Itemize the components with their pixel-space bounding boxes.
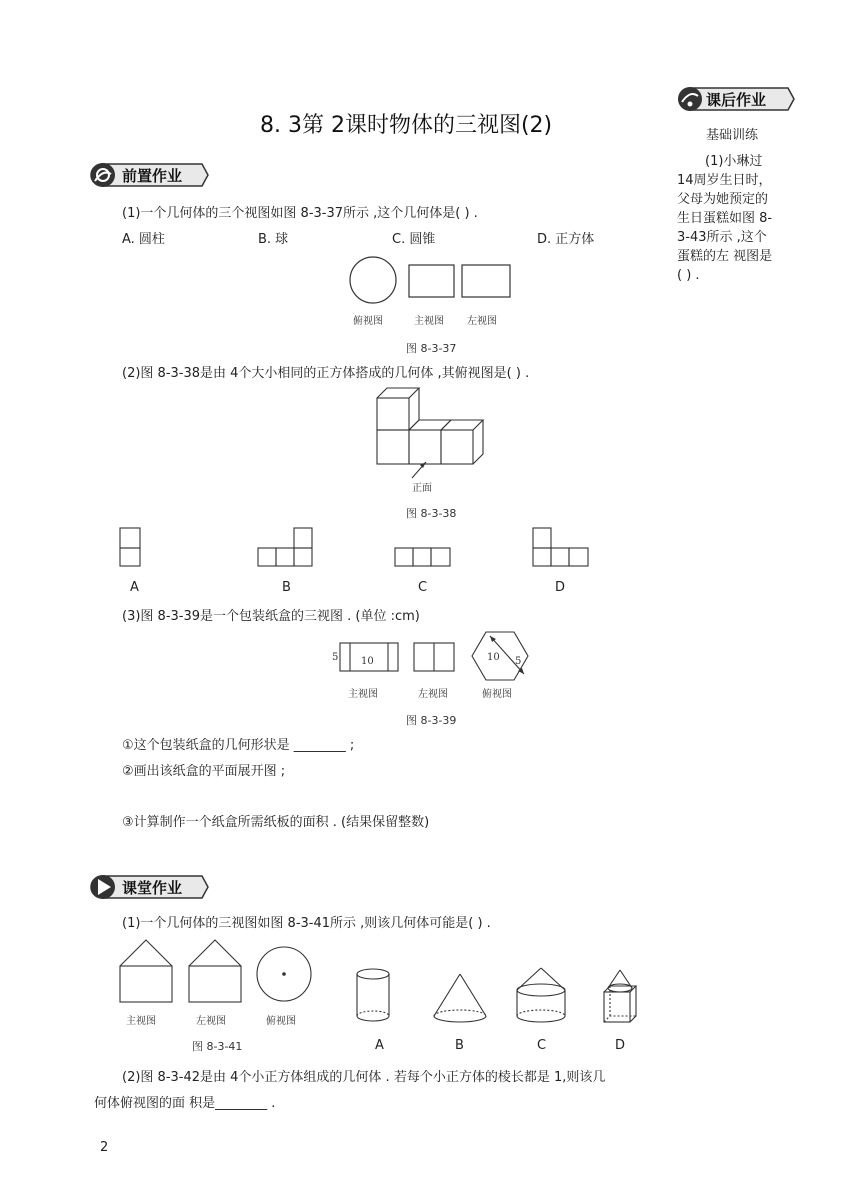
option-d-shape bbox=[533, 528, 588, 566]
q2-option-shapes bbox=[110, 524, 600, 570]
q2-option-b[interactable]: B bbox=[282, 580, 291, 595]
q2-option-c[interactable]: C bbox=[418, 580, 428, 595]
pre-homework-badge-label: 前置作业 bbox=[122, 167, 183, 185]
side-heading: 基础训练 bbox=[706, 128, 759, 143]
option-d-cone-cube bbox=[604, 970, 636, 1022]
fig39-label-front: 主视图 bbox=[348, 689, 378, 700]
fig39-caption: 图 8-3-39 bbox=[406, 714, 457, 727]
fig41-left-view bbox=[189, 940, 241, 1002]
front-view-rect bbox=[409, 265, 454, 297]
fig38-caption: 图 8-3-38 bbox=[406, 507, 457, 520]
fig39-dim-10-front: 10 bbox=[361, 656, 374, 667]
option-b-shape bbox=[258, 528, 312, 566]
fig37-label-front: 主视图 bbox=[414, 316, 444, 327]
after-class-badge-label: 课后作业 bbox=[706, 91, 767, 109]
pre-question-1: (1)一个几何体的三个视图如图 8-3-37所示 ,这个几何体是( ) . bbox=[122, 206, 478, 221]
figure-8-3-37 bbox=[340, 254, 520, 314]
option-c-cone-cylinder bbox=[517, 968, 565, 1022]
figure-8-3-39 bbox=[326, 630, 536, 680]
class-question-2-line2: 何体俯视图的面 积是________ . bbox=[94, 1096, 276, 1111]
fig39-label-top: 俯视图 bbox=[482, 689, 512, 700]
q2-option-a[interactable]: A bbox=[130, 580, 139, 595]
q3-part-3: ③计算制作一个纸盒所需纸板的面积 . (结果保留整数) bbox=[122, 815, 430, 830]
fig37-caption: 图 8-3-37 bbox=[406, 342, 457, 355]
fig38-front-label: 正面 bbox=[412, 483, 432, 494]
q3-part-2: ②画出该纸盒的平面展开图 ; bbox=[122, 764, 286, 779]
option-b-cone bbox=[434, 974, 486, 1022]
fig41-label-top: 俯视图 bbox=[266, 1016, 296, 1027]
side-question: (1)小琳过 14周岁生日时，父母为她预定的生日蛋糕如图 8-3-43所示 ,这个蛋糕的左 视图是( ) . bbox=[677, 154, 773, 283]
fig41-caption: 图 8-3-41 bbox=[192, 1040, 243, 1053]
option-c[interactable]: C. 圆锥 bbox=[392, 232, 436, 247]
figure-8-3-41 bbox=[112, 934, 322, 1006]
class-question-2-line1: (2)图 8-3-42是由 4个小正方体组成的几何体 . 若每个小正方体的棱长都是 1,则该几 bbox=[122, 1070, 606, 1085]
fig39-label-left: 左视图 bbox=[418, 689, 448, 700]
fig41-label-left: 左视图 bbox=[196, 1016, 226, 1027]
page-number: 2 bbox=[100, 1140, 109, 1155]
figure-8-3-38 bbox=[370, 386, 490, 478]
fig41-front-view bbox=[120, 940, 172, 1002]
option-d[interactable]: D. 正方体 bbox=[537, 232, 595, 247]
after-class-badge bbox=[676, 84, 796, 114]
pre-homework-badge bbox=[88, 160, 210, 190]
option-c-shape bbox=[395, 548, 450, 566]
option-b[interactable]: B. 球 bbox=[258, 232, 289, 247]
option-a[interactable]: A. 圆柱 bbox=[122, 232, 165, 247]
top-view-circle bbox=[350, 257, 396, 303]
option-a-cylinder bbox=[357, 969, 389, 1021]
classroom-homework-badge bbox=[88, 872, 210, 902]
option-a-shape bbox=[120, 528, 140, 566]
class-question-1: (1)一个几何体的三视图如图 8-3-41所示 ,则该几何体可能是( ) . bbox=[122, 916, 491, 931]
page-title: 8. 3第 2课时物体的三视图(2) bbox=[260, 113, 553, 138]
pre-question-3: (3)图 8-3-39是一个包装纸盒的三视图 . (单位 :cm) bbox=[122, 609, 420, 624]
class-option-c[interactable]: C bbox=[537, 1038, 547, 1053]
fig39-dim-10-top: 10 bbox=[487, 652, 500, 663]
fig41-label-front: 主视图 bbox=[126, 1016, 156, 1027]
class-option-a[interactable]: A bbox=[375, 1038, 384, 1053]
q2-option-d[interactable]: D bbox=[555, 580, 566, 595]
class-q1-option-solids bbox=[350, 966, 640, 1026]
q3-part-1: ①这个包装纸盒的几何形状是 ________ ; bbox=[122, 738, 355, 753]
fig37-label-left: 左视图 bbox=[467, 316, 497, 327]
classroom-homework-badge-label: 课堂作业 bbox=[122, 879, 183, 897]
fig39-dim-5-top: 5 bbox=[515, 656, 522, 667]
class-option-d[interactable]: D bbox=[615, 1038, 626, 1053]
fig39-dim-5-front: 5 bbox=[332, 652, 339, 663]
side-view-rect bbox=[462, 265, 510, 297]
fig37-label-top: 俯视图 bbox=[353, 316, 383, 327]
class-option-b[interactable]: B bbox=[455, 1038, 464, 1053]
pre-question-2: (2)图 8-3-38是由 4个大小相同的正方体搭成的几何体 ,其俯视图是( ) . bbox=[122, 366, 530, 381]
